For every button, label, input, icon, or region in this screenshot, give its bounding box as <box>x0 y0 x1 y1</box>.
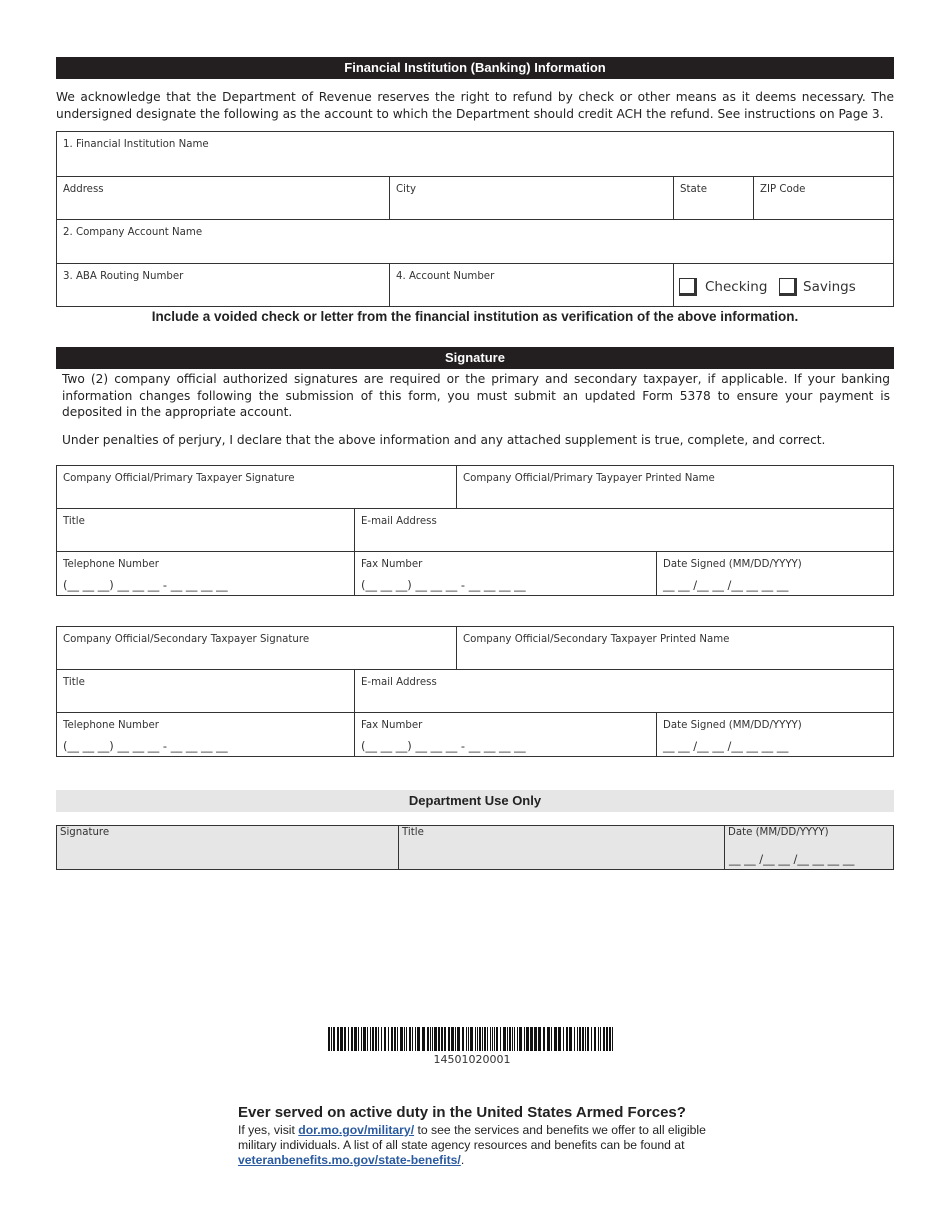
secondary-printed-name-field[interactable] <box>457 627 893 670</box>
primary-taxpayer-grid <box>56 465 894 596</box>
military-text <box>238 1123 718 1168</box>
barcode-bar <box>466 1027 467 1051</box>
barcode-bar <box>582 1027 584 1051</box>
barcode-bar <box>391 1027 393 1051</box>
address-label: Address <box>63 184 104 195</box>
dept-signature-field <box>57 826 399 869</box>
primary-date-label: Date Signed (MM/DD/YYYY) <box>663 559 802 570</box>
barcode-bar <box>496 1027 498 1051</box>
barcode-bar <box>381 1027 382 1051</box>
secondary-email-field[interactable] <box>355 670 893 713</box>
dept-date-label: Date (MM/DD/YYYY) <box>728 827 829 838</box>
barcode-bar <box>375 1027 377 1051</box>
barcode-bar <box>351 1027 353 1051</box>
secondary-date-label: Date Signed (MM/DD/YYYY) <box>663 720 802 731</box>
barcode-bar <box>538 1027 541 1051</box>
barcode-bar <box>512 1027 513 1051</box>
barcode-bar <box>441 1027 443 1051</box>
primary-printed-name-label: Company Official/Primary Taypayer Printed Name <box>463 473 715 484</box>
barcode-bar <box>384 1027 386 1051</box>
barcode-bar <box>412 1027 413 1051</box>
barcode-bar <box>524 1027 525 1051</box>
secondary-telephone-label: Telephone Number <box>63 720 159 731</box>
city-field[interactable] <box>390 177 674 220</box>
military-text-2: to see the services and benefits we offer to all eligible military individuals. A list of all state agency resources and benefits can be found at <box>238 1123 706 1152</box>
barcode-bar <box>500 1027 501 1051</box>
barcode-bar <box>594 1027 596 1051</box>
barcode-bar <box>409 1027 411 1051</box>
primary-signature-label: Company Official/Primary Taxpayer Signature <box>63 473 295 484</box>
account-type-cell <box>674 264 893 306</box>
secondary-taxpayer-grid <box>56 626 894 757</box>
barcode-bar <box>397 1027 398 1051</box>
barcode-bar <box>514 1027 515 1051</box>
primary-telephone-format: (__ __ __) __ __ __ - __ __ __ __ <box>63 578 228 592</box>
barcode-bar <box>530 1027 533 1051</box>
barcode-bar <box>563 1027 564 1051</box>
perjury-statement: Under penalties of perjury, I declare that the above information and any attached supplement is true, complete, and correct. <box>62 433 826 447</box>
primary-date-field[interactable] <box>657 552 893 595</box>
secondary-title-label: Title <box>63 677 85 688</box>
banking-section-header: Financial Institution (Banking) Information <box>56 57 894 79</box>
barcode-number: 14501020001 <box>433 1053 511 1066</box>
barcode-bar <box>457 1027 460 1051</box>
primary-fax-field[interactable] <box>355 552 657 595</box>
barcode-bar <box>603 1027 605 1051</box>
zip-label: ZIP Code <box>760 184 806 195</box>
barcode-bar <box>462 1027 464 1051</box>
barcode-bar <box>587 1027 589 1051</box>
barcode-bar <box>574 1027 575 1051</box>
barcode-bar <box>363 1027 366 1051</box>
primary-telephone-field[interactable] <box>57 552 355 595</box>
dept-use-header: Department Use Only <box>56 790 894 812</box>
institution-name-label: 1. Financial Institution Name <box>63 139 209 150</box>
barcode-bar <box>598 1027 599 1051</box>
barcode-bar <box>448 1027 450 1051</box>
barcode-bar <box>372 1027 374 1051</box>
dept-title-label: Title <box>402 827 424 838</box>
company-account-name-label: 2. Company Account Name <box>63 227 203 238</box>
barcode-bar <box>494 1027 495 1051</box>
barcode-bar <box>358 1027 359 1051</box>
barcode-bar <box>400 1027 403 1051</box>
barcode-bar <box>370 1027 371 1051</box>
dept-signature-label: Signature <box>60 827 110 838</box>
barcode-bar <box>331 1027 332 1051</box>
barcode-bar <box>609 1027 611 1051</box>
military-heading: Ever served on active duty in the United States Armed Forces? <box>238 1104 686 1121</box>
barcode-bar <box>606 1027 608 1051</box>
voided-check-note: Include a voided check or letter from the financial institution as verification of the above information. <box>151 309 799 324</box>
veteran-benefits-link[interactable]: veteranbenefits.mo.gov/state-benefits/ <box>238 1153 461 1167</box>
secondary-signature-field[interactable] <box>57 627 457 670</box>
barcode-bar <box>507 1027 508 1051</box>
military-link[interactable]: dor.mo.gov/military/ <box>298 1123 415 1137</box>
barcode-bar <box>455 1027 456 1051</box>
barcode-bar <box>554 1027 557 1051</box>
barcode-bar <box>340 1027 343 1051</box>
checking-label: Checking <box>705 279 768 295</box>
barcode-bar <box>547 1027 550 1051</box>
barcode-bar <box>477 1027 478 1051</box>
barcode-bar <box>484 1027 486 1051</box>
signature-intro: Two (2) company official authorized signatures are required or the primary and secondary taxpayer, if applicable. If your banking information changes following the submission of this form, you must submit an updated Form 5378 to ensure your payment is deposited in the appropriate account. <box>62 372 890 419</box>
barcode-bar <box>328 1027 330 1051</box>
barcode-bar <box>333 1027 335 1051</box>
barcode-bar <box>519 1027 522 1051</box>
barcode-bar <box>438 1027 440 1051</box>
checking-checkbox[interactable] <box>679 278 697 296</box>
barcode-bar <box>569 1027 572 1051</box>
secondary-fax-format: (__ __ __) __ __ __ - __ __ __ __ <box>361 739 526 753</box>
barcode-bar <box>579 1027 581 1051</box>
city-label: City <box>396 184 416 195</box>
dept-date-field <box>725 826 893 869</box>
zip-field[interactable] <box>754 177 893 220</box>
barcode-bar <box>344 1027 346 1051</box>
barcode-bar <box>551 1027 552 1051</box>
aba-routing-field[interactable] <box>57 264 390 306</box>
savings-label: Savings <box>803 279 856 295</box>
barcode-bar <box>585 1027 586 1051</box>
banking-intro: We acknowledge that the Department of Revenue reserves the right to refund by check or other means as it deems necessary. The undersigned designate the following as the account to which the Department should credit ACH the refund. See instructions on Page 3. <box>56 90 894 121</box>
secondary-date-format: __ __ /__ __ /__ __ __ __ <box>663 739 789 753</box>
dept-use-grid <box>56 825 894 870</box>
barcode-bar <box>444 1027 446 1051</box>
barcode <box>328 1027 616 1051</box>
barcode-bar <box>451 1027 454 1051</box>
barcode-bar <box>543 1027 545 1051</box>
state-field[interactable] <box>674 177 754 220</box>
barcode-bar <box>492 1027 493 1051</box>
account-number-label: 4. Account Number <box>396 271 495 282</box>
barcode-bar <box>612 1027 613 1051</box>
address-field[interactable] <box>57 177 390 220</box>
barcode-bar <box>470 1027 473 1051</box>
barcode-bar <box>388 1027 389 1051</box>
dept-title-field <box>399 826 725 869</box>
account-number-field[interactable] <box>390 264 674 306</box>
barcode-bar <box>490 1027 491 1051</box>
barcode-bar <box>404 1027 405 1051</box>
secondary-email-label: E-mail Address <box>361 677 437 688</box>
primary-printed-name-field[interactable] <box>457 466 893 509</box>
dept-date-format: __ __ /__ __ /__ __ __ __ <box>729 852 855 866</box>
barcode-bar <box>367 1027 368 1051</box>
barcode-bar <box>415 1027 416 1051</box>
state-label: State <box>680 184 707 195</box>
barcode-bar <box>422 1027 425 1051</box>
barcode-bar <box>427 1027 429 1051</box>
barcode-bar <box>482 1027 483 1051</box>
primary-telephone-label: Telephone Number <box>63 559 159 570</box>
barcode-bar <box>378 1027 379 1051</box>
secondary-fax-field[interactable] <box>355 713 657 756</box>
barcode-bar <box>434 1027 437 1051</box>
barcode-bar <box>517 1027 518 1051</box>
barcode-bar <box>361 1027 362 1051</box>
barcode-bar <box>509 1027 511 1051</box>
barcode-bar <box>354 1027 357 1051</box>
savings-checkbox[interactable] <box>779 278 797 296</box>
barcode-bar <box>487 1027 488 1051</box>
barcode-bar <box>430 1027 431 1051</box>
secondary-title-field[interactable] <box>57 670 355 713</box>
secondary-telephone-format: (__ __ __) __ __ __ - __ __ __ __ <box>63 739 228 753</box>
barcode-bar <box>479 1027 481 1051</box>
primary-signature-field[interactable] <box>57 466 457 509</box>
primary-email-field[interactable] <box>355 509 893 552</box>
barcode-bar <box>558 1027 561 1051</box>
barcode-bar <box>337 1027 339 1051</box>
secondary-fax-label: Fax Number <box>361 720 423 731</box>
barcode-bar <box>468 1027 469 1051</box>
aba-routing-label: 3. ABA Routing Number <box>63 271 184 282</box>
primary-fax-label: Fax Number <box>361 559 423 570</box>
barcode-bar <box>417 1027 420 1051</box>
secondary-telephone-field[interactable] <box>57 713 355 756</box>
barcode-bar <box>577 1027 578 1051</box>
secondary-signature-label: Company Official/Secondary Taxpayer Signature <box>63 634 310 645</box>
barcode-bar <box>406 1027 407 1051</box>
barcode-bar <box>600 1027 601 1051</box>
military-text-1: If yes, visit <box>238 1123 299 1137</box>
institution-name-field[interactable] <box>57 132 893 177</box>
secondary-date-field[interactable] <box>657 713 893 756</box>
military-text-3: . <box>460 1153 465 1167</box>
banking-info-grid <box>56 131 894 307</box>
barcode-bar <box>534 1027 537 1051</box>
barcode-bar <box>591 1027 592 1051</box>
barcode-bar <box>394 1027 396 1051</box>
signature-section-header: Signature <box>56 347 894 369</box>
primary-fax-format: (__ __ __) __ __ __ - __ __ __ __ <box>361 578 526 592</box>
primary-title-field[interactable] <box>57 509 355 552</box>
primary-title-label: Title <box>63 516 85 527</box>
company-account-name-field[interactable] <box>57 220 893 264</box>
barcode-bar <box>475 1027 476 1051</box>
primary-date-format: __ __ /__ __ /__ __ __ __ <box>663 578 789 592</box>
secondary-printed-name-label: Company Official/Secondary Taxpayer Printed Name <box>463 634 730 645</box>
primary-email-label: E-mail Address <box>361 516 437 527</box>
barcode-bar <box>566 1027 568 1051</box>
barcode-bar <box>503 1027 506 1051</box>
barcode-bar <box>348 1027 349 1051</box>
barcode-bar <box>432 1027 433 1051</box>
barcode-bar <box>526 1027 529 1051</box>
